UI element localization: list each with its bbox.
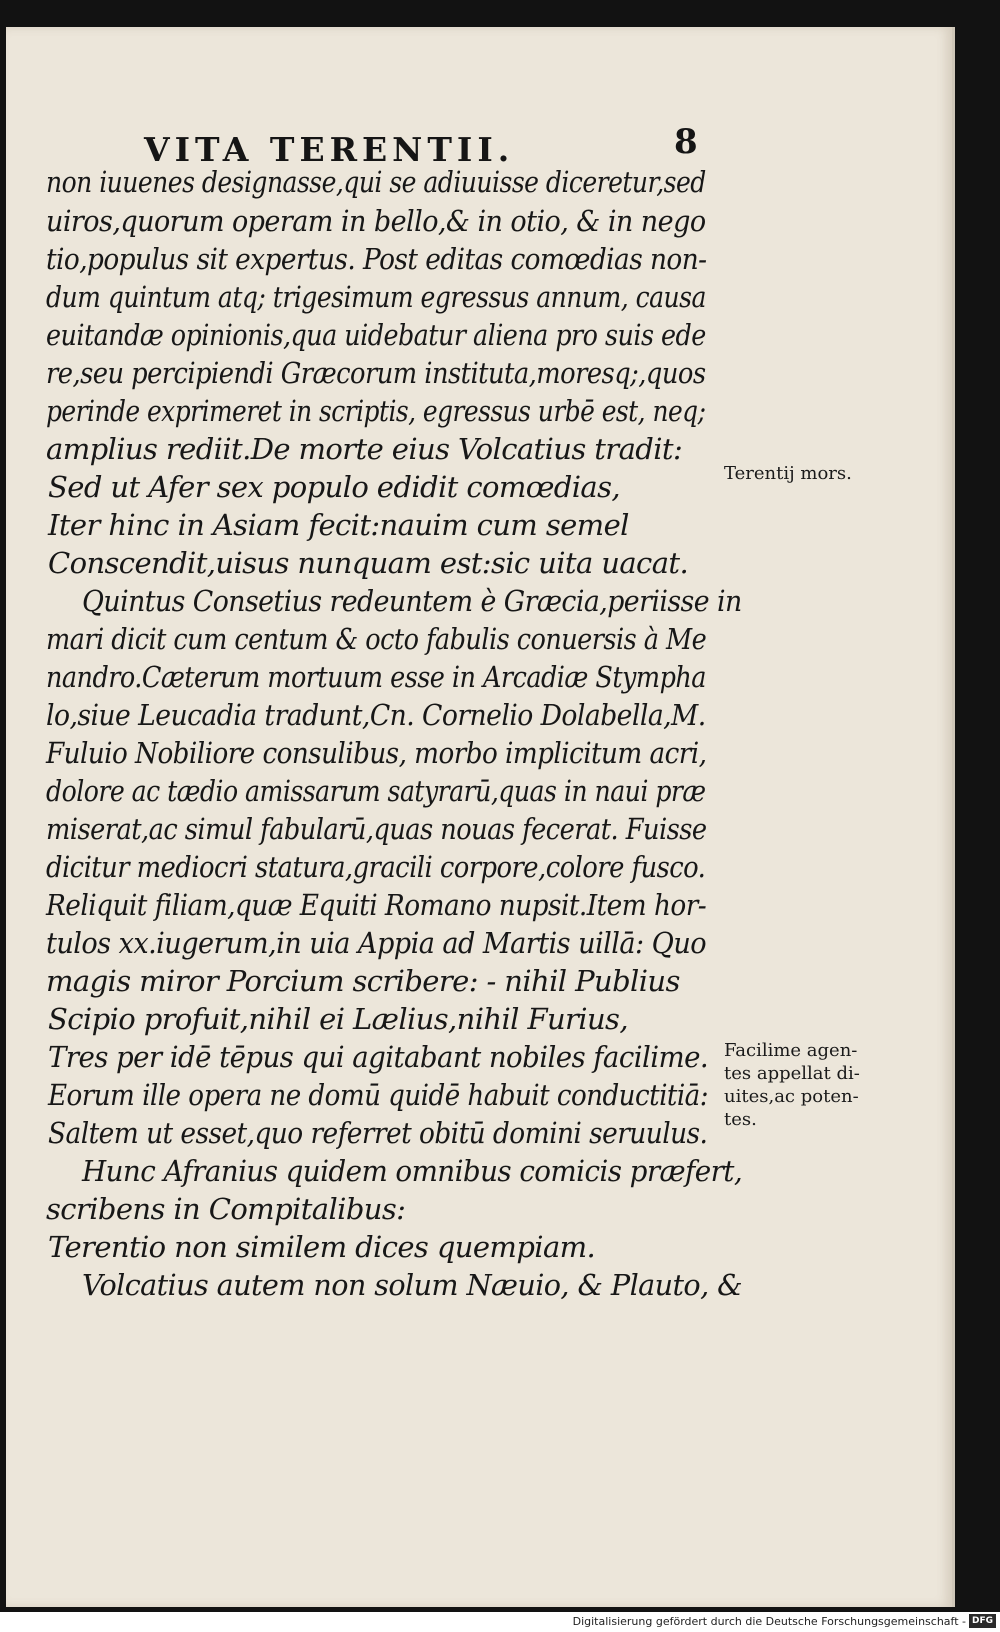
text-line: re,seu percipiendi Græcorum instituta,moresq;,quos bbox=[46, 356, 706, 390]
marginal-note: Terentij mors. bbox=[724, 463, 852, 484]
text-line: lo,siue Leucadia tradunt,Cn. Cornelio Dolabella,M. bbox=[46, 698, 706, 732]
verse-line: Sed ut Afer sex populo edidit comœdias, bbox=[48, 470, 621, 504]
funding-notice: Digitalisierung gefördert durch die Deutsche Forschungsgemeinschaft - bbox=[572, 1615, 966, 1628]
dfg-logo: DFG bbox=[969, 1614, 996, 1628]
text-line: magis miror Porcium scribere: - nihil Publius bbox=[46, 964, 680, 998]
text-line: dicitur mediocri statura,gracili corpore,colore fusco. bbox=[46, 850, 706, 884]
text-line: Hunc Afranius quidem omnibus comicis præfert, bbox=[82, 1154, 743, 1188]
text-line: dum quintum atq; trigesimum egressus annum, causa bbox=[46, 280, 706, 314]
page-number: 8 bbox=[674, 122, 698, 162]
verse-line: Conscendit,uisus nunquam est:sic uita uacat. bbox=[48, 546, 689, 580]
verse-line: Iter hinc in Asiam fecit:nauim cum semel bbox=[48, 508, 629, 542]
marginal-note: tes. bbox=[724, 1109, 757, 1130]
text-line: amplius rediit.De morte eius Volcatius tradit: bbox=[46, 432, 683, 466]
text-line: miserat,ac simul fabularū,quas nouas fecerat. Fuisse bbox=[46, 812, 707, 846]
verse-line: Eorum ille opera ne domū quidē habuit conductitiā: bbox=[48, 1078, 709, 1112]
text-line: tulos xx.iugerum,in uia Appia ad Martis uillā: Quo bbox=[46, 926, 707, 960]
text-line: dolore ac tædio amissarum satyrarū,quas in naui præ bbox=[46, 774, 706, 808]
text-line: Quintus Consetius redeuntem è Græcia,periisse in bbox=[82, 584, 742, 618]
text-line: perinde exprimeret in scriptis, egressus urbē est, neq; bbox=[46, 394, 706, 428]
marginal-note: Facilime agen- bbox=[724, 1040, 858, 1061]
text-line: non iuuenes designasse,qui se adiuuisse diceretur,sed bbox=[46, 165, 706, 199]
text-line: Reliquit filiam,quæ Equiti Romano nupsit.Item hor- bbox=[46, 888, 707, 922]
text-line: euitandæ opinionis,qua uidebatur aliena pro suis ede bbox=[46, 318, 706, 352]
running-title: VITA TERENTII. bbox=[144, 130, 515, 169]
verse-line: Terentio non similem dices quempiam. bbox=[48, 1230, 596, 1264]
marginal-note: tes appellat di- bbox=[724, 1063, 860, 1084]
text-line: nandro.Cæterum mortuum esse in Arcadiæ Stympha bbox=[46, 660, 706, 694]
text-line: mari dicit cum centum & octo fabulis conuersis à Me bbox=[46, 622, 707, 656]
marginal-note: uites,ac poten- bbox=[724, 1086, 859, 1107]
verse-line: Tres per idē tēpus qui agitabant nobiles facilime. bbox=[48, 1040, 709, 1074]
verse-line: Scipio profuit,nihil ei Lælius,nihil Furius, bbox=[48, 1002, 628, 1036]
text-line: scribens in Compitalibus: bbox=[46, 1192, 406, 1226]
verse-line: Saltem ut esset,quo referret obitū domini seruulus. bbox=[48, 1116, 708, 1150]
text-line: tio,populus sit expertus. Post editas comœdias non- bbox=[46, 242, 707, 276]
text-line: Fuluio Nobiliore consulibus, morbo implicitum acri, bbox=[46, 736, 707, 770]
text-line: Volcatius autem non solum Næuio, & Plauto, & bbox=[82, 1268, 743, 1302]
book-page bbox=[6, 27, 955, 1607]
footer-bar bbox=[0, 1612, 1000, 1632]
text-line: uiros,quorum operam in bello,& in otio, & in nego bbox=[46, 204, 706, 238]
